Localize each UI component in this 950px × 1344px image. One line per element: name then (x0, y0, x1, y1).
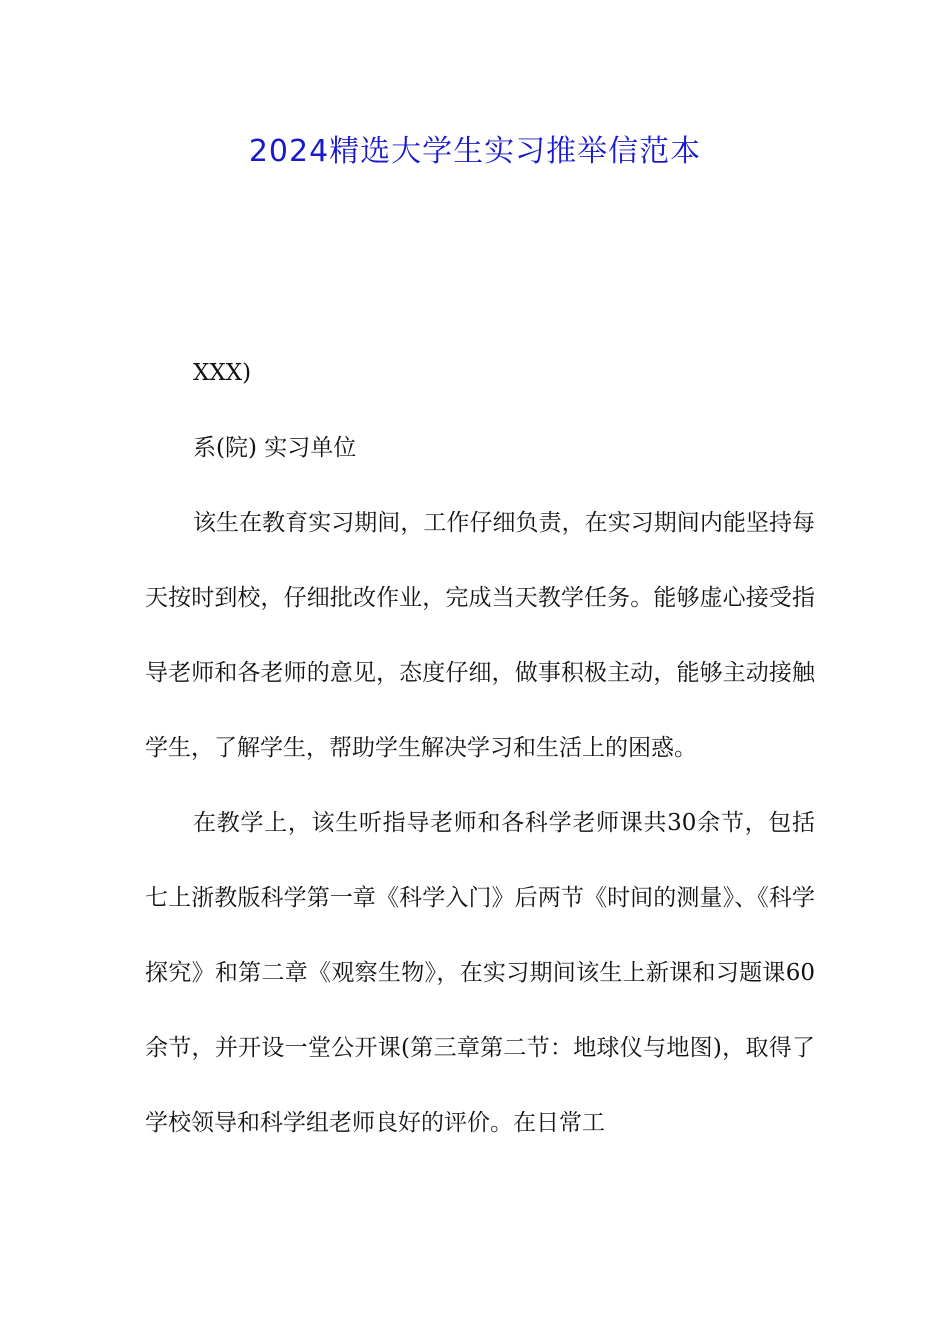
document-body (145, 336, 815, 1161)
paragraph-attitude: 该生在教育实习期间，工作仔细负责，在实习期间内能坚持每天按时到校，仔细批改作业，完成当天教学任务。能够虚心接受指导老师和各老师的意见，态度仔细，做事积极主动，能够主动接触学生，了解学生，帮助学生解决学习和生活上的困惑。 (145, 510, 815, 761)
paragraph-teaching: 在教学上，该生听指导老师和各科学老师课共30余节，包括七上浙教版科学第一章《科学入门》后两节《时间的测量》、《科学探究》和第二章《观察生物》，在实习期间该生上新课和习题课60余节，并开设一堂公开课(第三章第二节：地球仪与地图)，取得了学校领导和科学组老师良好的评价。在日常工 (145, 810, 815, 1136)
paragraph-department: 系(院) 实习单位 (193, 435, 357, 461)
document-title: 2024精选大学生实习推举信范本 (248, 134, 702, 169)
paragraph-recipient: XXX) (193, 360, 252, 386)
